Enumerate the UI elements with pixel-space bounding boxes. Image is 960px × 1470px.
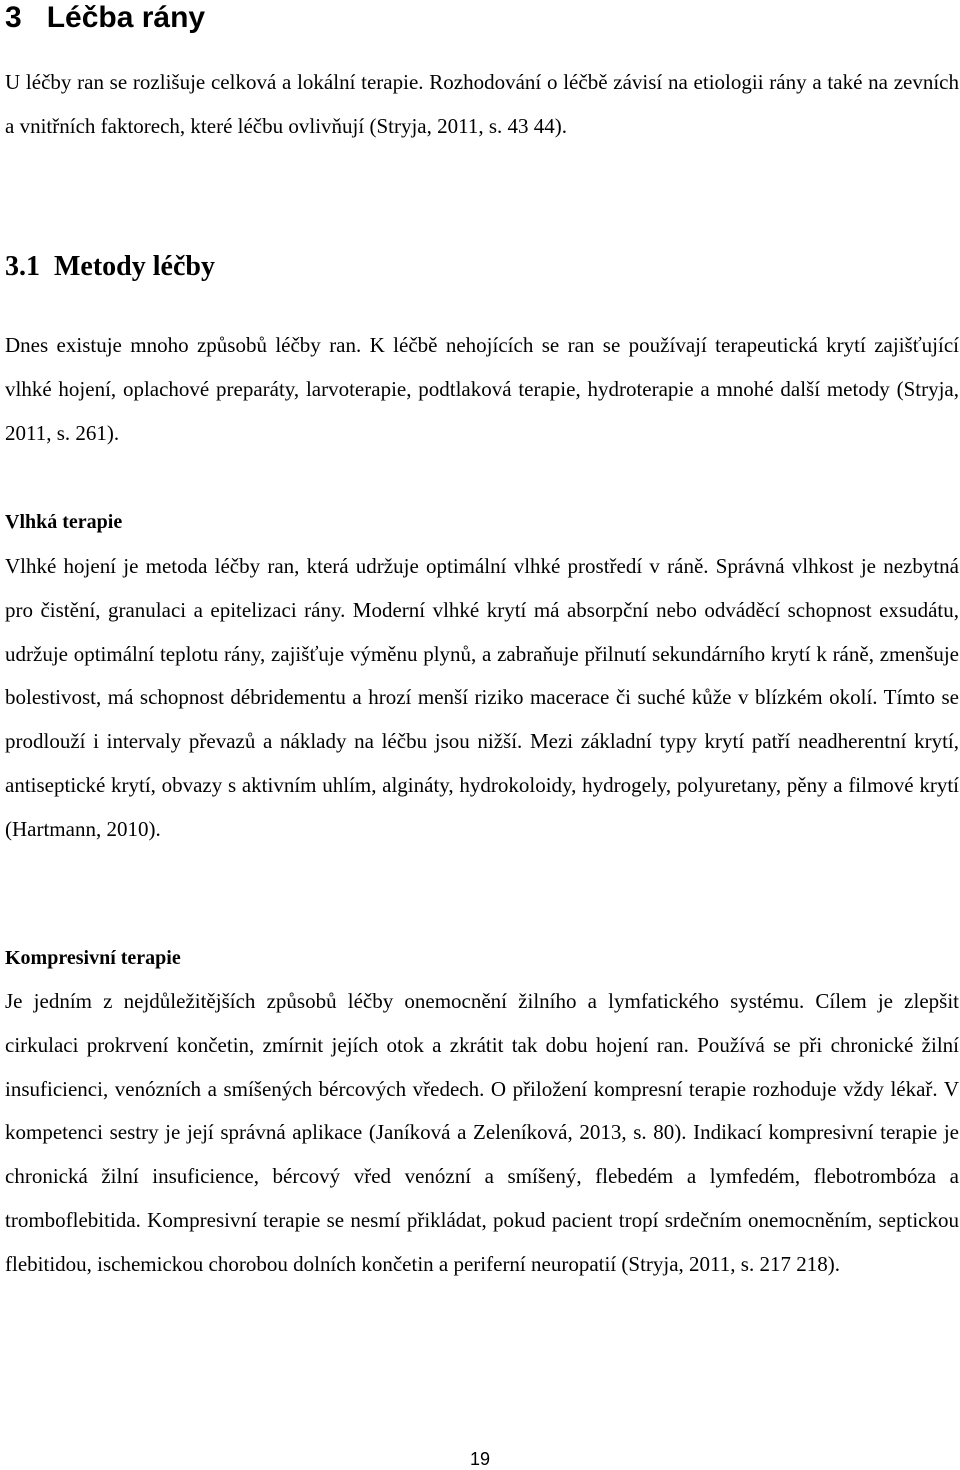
subsection-heading-compression-therapy: Kompresivní terapie	[5, 947, 181, 969]
chapter-intro-paragraph: U léčby ran se rozlišuje celková a lokální terapie. Rozhodování o léčbě závisí na etiologii rány a také na zevních a vnitřních faktorech, které léčbu ovlivňují (Stryja, 2011, s. 43 44).	[5, 70, 959, 138]
section-intro-paragraph: Dnes existuje mnoho způsobů léčby ran. K léčbě nehojících se ran se používají terapeutická krytí zajišťující vlhké hojení, oplachové preparáty, larvoterapie, podtlaková terapie, hydroterapie a mnohé další metody (Stryja, 2011, s. 261).	[5, 333, 959, 445]
moist-therapy-paragraph: Vlhké hojení je metoda léčby ran, která udržuje optimální vlhké prostředí v ráně. Správná vlhkost je nezbytná pro čistění, granulaci a epitelizaci rány. Moderní vlhké krytí má absorpční nebo odváděcí schopnost exsudátu, udržuje optimální teplotu rány, zajišťuje výměnu plynů, a zabraňuje přilnutí sekundárního krytí k ráně, zmenšuje bolestivost, má schopnost débridementu a hrozí menší riziko macerace či suché kůže v blízkém okolí. Tímto se prodlouží i intervaly převazů a náklady na léčbu jsou nižší. Mezi základní typy krytí patří neadherentní krytí, antiseptické krytí, obvazy s aktivním uhlím, algináty, hydrokoloidy, hydrogely, polyuretany, pěny a filmové krytí (Hartmann, 2010).	[5, 554, 959, 841]
chapter-number: 3	[5, 1, 22, 34]
section-title: Metody léčby	[54, 251, 215, 282]
chapter-heading	[5, 0, 959, 36]
compression-therapy-paragraph: Je jedním z nejdůležitějších způsobů léčby onemocnění žilního a lymfatického systému. Cílem je zlepšit cirkulaci prokrvení končetin, zmírnit jejích otok a zkrátit tak dobu hojení ran. Používá se při chronické žilní insuficienci, venózních a smíšených bércových vředech. O přiložení kompresní terapie rozhoduje vždy lékař. V kompetenci sestry je její správná aplikace (Janíková a Zeleníková, 2013, s. 80). Indikací kompresivní terapie je chronická žilní insuficience, bércový vřed venózní a smíšený, flebedém a lymfedém, flebotrombóza a tromboflebitida. Kompresivní terapie se nesmí přikládat, pokud pacient tropí srdečním onemocněním, septickou flebitidou, ischemickou chorobou dolních končetin a periferní neuropatií (Stryja, 2011, s. 217 218).	[5, 989, 959, 1276]
chapter-heading-gap	[22, 1, 47, 34]
page-number: 19	[469, 1449, 491, 1469]
section-number: 3.1	[5, 251, 40, 282]
section-heading	[5, 250, 959, 284]
subsection-heading-moist-therapy: Vlhká terapie	[5, 511, 123, 533]
section-heading-gap	[40, 251, 54, 282]
chapter-title: Léčba rány	[46, 1, 206, 34]
